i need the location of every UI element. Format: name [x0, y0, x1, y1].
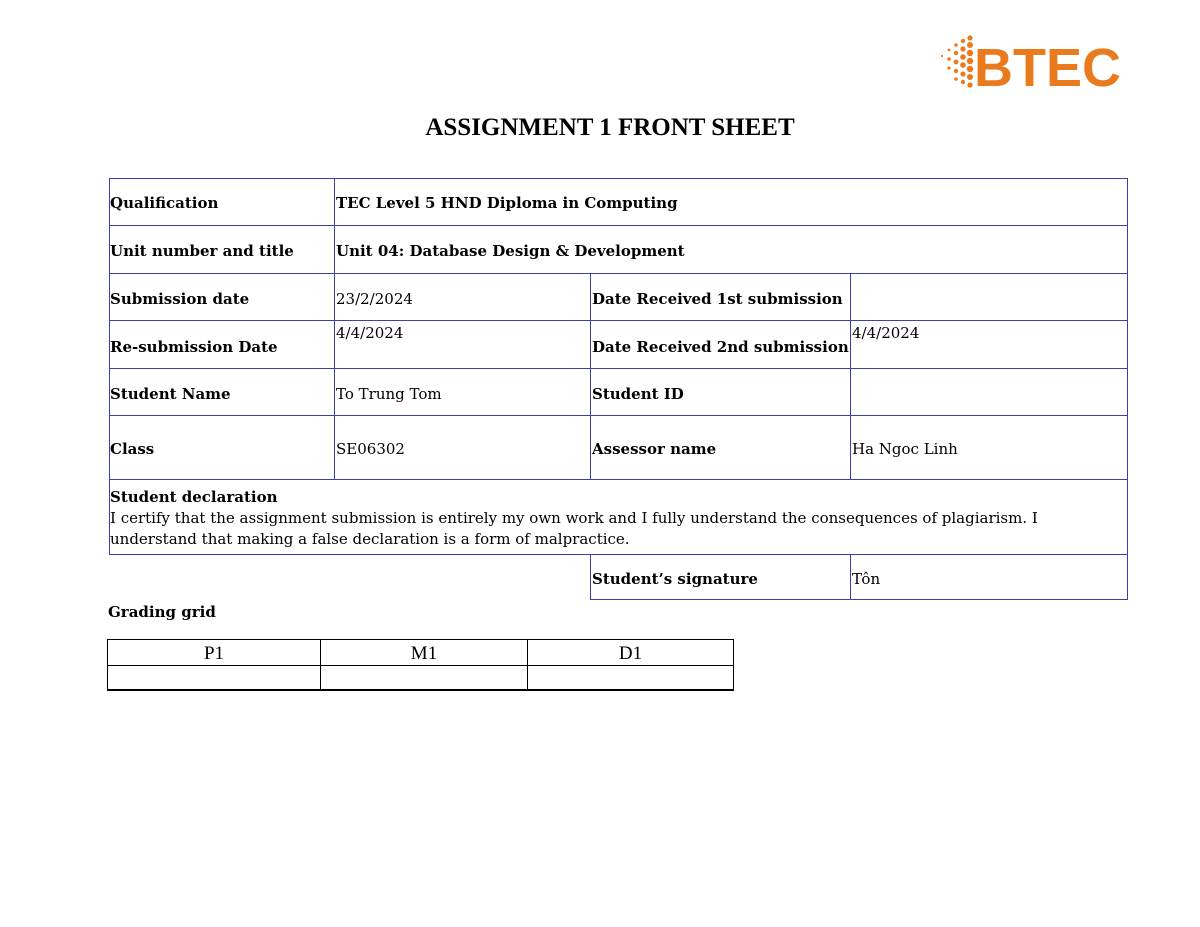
- grid-line: [107, 639, 734, 640]
- unit-value: Unit 04: Database Design & Development: [336, 242, 685, 260]
- declaration-heading: Student declaration: [110, 488, 278, 506]
- table-line: [109, 415, 1128, 416]
- table-line: [109, 554, 1128, 555]
- table-line: [109, 368, 1128, 369]
- class-label: Class: [110, 440, 155, 458]
- table-line: [590, 554, 591, 600]
- page-title: ASSIGNMENT 1 FRONT SHEET: [425, 114, 795, 141]
- grading-grid-label: Grading grid: [108, 603, 216, 621]
- grade-header-p1: P1: [203, 643, 225, 664]
- table-line: [109, 178, 1128, 179]
- table-line: [850, 273, 851, 480]
- submission-date-value: 23/2/2024: [336, 290, 413, 308]
- grid-line: [107, 665, 734, 666]
- table-line: [334, 178, 335, 480]
- btec-logo: [934, 32, 1124, 92]
- date-received-2-label: Date Received 2nd submission: [592, 338, 849, 356]
- grade-value-p1: [108, 667, 320, 687]
- table-line: [850, 554, 851, 600]
- grid-line: [733, 639, 734, 691]
- signature-label: Student’s signature: [592, 570, 758, 588]
- qualification-value: TEC Level 5 HND Diploma in Computing: [336, 194, 678, 212]
- table-line: [109, 479, 1128, 480]
- btec-logo-wordmark: BTEC: [974, 38, 1121, 92]
- table-line: [590, 273, 591, 480]
- submission-date-label: Submission date: [110, 290, 250, 308]
- student-name-label: Student Name: [110, 385, 231, 403]
- grade-value-m1: [321, 667, 527, 687]
- btec-logo-graphic: [934, 32, 1124, 92]
- student-name-value: To Trung Tom: [336, 385, 442, 403]
- resubmission-date-value: 4/4/2024: [336, 324, 404, 342]
- grade-value-d1: [528, 667, 733, 687]
- assessor-value: Ha Ngoc Linh: [852, 440, 958, 458]
- resubmission-date-label: Re-submission Date: [110, 338, 278, 356]
- grade-header-m1: M1: [410, 643, 438, 664]
- table-line: [1127, 178, 1128, 600]
- declaration-text: I certify that the assignment submission is entirely my own work and I fully understand the consequences of plagiarism. I understand that making a false declaration is a form of malpractice.: [110, 509, 1038, 548]
- table-line: [590, 599, 1128, 600]
- student-id-label: Student ID: [592, 385, 684, 403]
- grade-header-d1: D1: [618, 643, 643, 664]
- table-line: [109, 320, 1128, 321]
- class-value: SE06302: [336, 440, 405, 458]
- date-received-1-label: Date Received 1st submission: [592, 290, 843, 308]
- date-received-2-value: 4/4/2024: [852, 324, 920, 342]
- qualification-label: Qualification: [110, 194, 219, 212]
- table-line: [109, 273, 1128, 274]
- signature-value: Tôn: [852, 570, 881, 588]
- table-line: [109, 225, 1128, 226]
- unit-label: Unit number and title: [110, 242, 294, 260]
- grid-line: [107, 689, 734, 691]
- assessor-label: Assessor name: [592, 440, 717, 458]
